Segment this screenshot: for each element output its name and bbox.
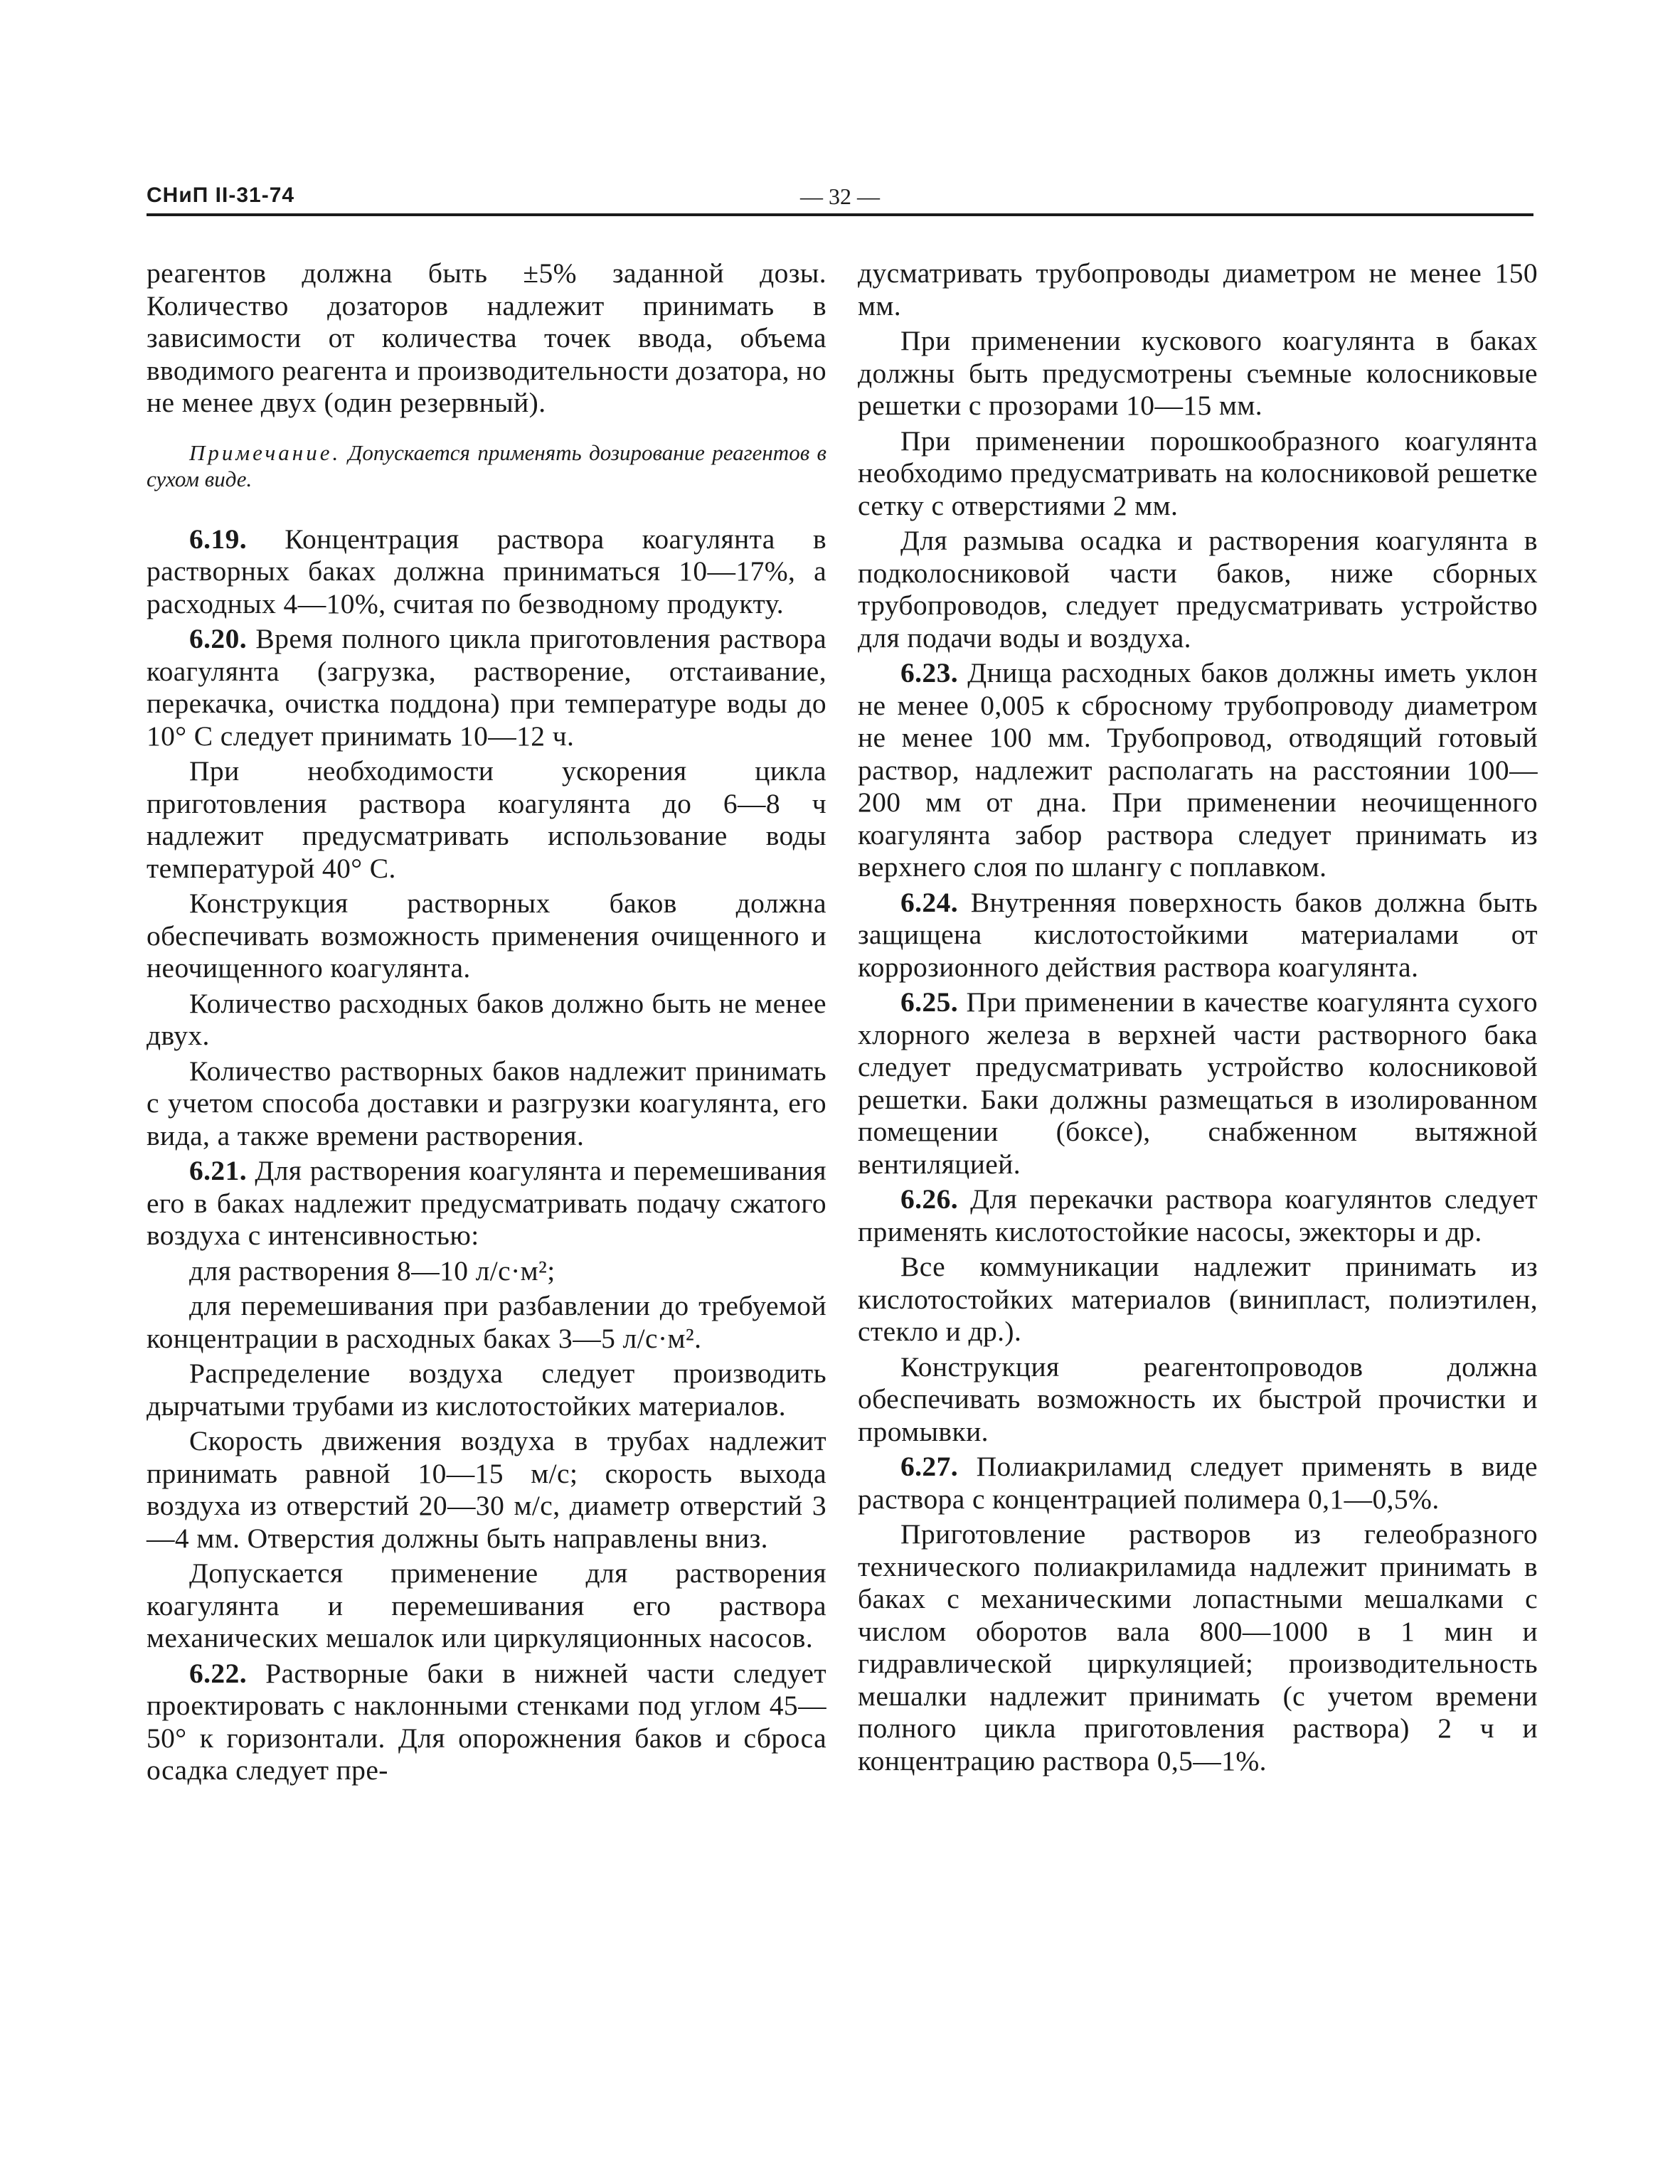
paragraph: дусматривать трубопроводы диаметром не менее 150 мм.	[858, 257, 1538, 321]
page-number: — 32 —	[800, 183, 880, 209]
note-label: Примечание.	[189, 440, 341, 465]
paragraph: Все коммуникации надлежит принимать из кислотостойких материалов (винипласт, полиэтилен, стекло и др.).	[858, 1251, 1538, 1347]
paragraph: Распределение воздуха следует производить дырчатыми трубами из кислотостойких материалов.	[147, 1358, 826, 1422]
section-text: Днища расходных баков должны иметь уклон не менее 0,005 к сбросному трубопроводу диаметром не менее 100 мм. Трубопровод, отводящий готовый раствор, надлежит располагать на расстоянии 100—200 мм от дна. При применении неочищенного коагулянта забор раствора следует принимать из верхнего слоя по шлангу с поплавком.	[858, 657, 1538, 883]
paragraph: При применении порошкообразного коагулянта необходимо предусматривать на колосниковой решетке сетку с отверстиями 2 мм.	[858, 425, 1538, 521]
paragraph: Скорость движения воздуха в трубах надлежит принимать равной 10—15 м/с; скорость выхода воздуха из отверстий 20—30 м/с, диаметр отверстий 3—4 мм. Отверстия должны быть направлены вниз.	[147, 1425, 826, 1554]
section-6-24	[858, 887, 1538, 984]
section-number: 6.27.	[900, 1451, 958, 1482]
section-text: Растворные баки в нижней части следует проектировать с наклонными стенками под углом 45—50° к горизонтали. Для опорожнения баков и сброса осадка следует пре-	[147, 1657, 826, 1786]
paragraph: Допускается применение для растворения коагулянта и перемешивания его раствора механических мешалок или циркуляционных насосов.	[147, 1557, 826, 1653]
right-column	[858, 257, 1538, 1780]
paragraph: Конструкция реагентопроводов должна обеспечивать возможность их быстрой прочистки и промывки.	[858, 1351, 1538, 1447]
paragraph: для перемешивания при разбавлении до требуемой концентрации в расходных баках 3—5 л/с·м².	[147, 1290, 826, 1354]
section-text: При применении в качестве коагулянта сухого хлорного железа в верхней части растворного бака следует предусматривать устройство колосниковой решетки. Баки должны размещаться в изолированном помещении (боксе), снабженном вытяжной вентиляцией.	[858, 986, 1538, 1180]
paragraph: Количество расходных баков должно быть не менее двух.	[147, 987, 826, 1051]
section-number: 6.22.	[189, 1657, 247, 1689]
paragraph: реагентов должна быть ±5% заданной дозы. Количество дозаторов надлежит принимать в зависимости от количества точек ввода, объема вводимого реагента и производительности дозатора, но не менее двух (один резервный).	[147, 257, 826, 418]
section-text: Внутренняя поверхность баков должна быть защищена кислотостойкими материалами от коррозионного действия раствора коагулянта.	[858, 886, 1538, 983]
section-number: 6.24.	[900, 886, 958, 918]
header-rule	[147, 213, 1533, 216]
section-6-25	[858, 986, 1538, 1181]
section-number: 6.23.	[900, 657, 958, 688]
section-6-27	[858, 1451, 1538, 1516]
section-number: 6.19.	[189, 523, 247, 555]
section-text: Полиакриламид следует применять в виде раствора с концентрацией полимера 0,1—0,5%.	[858, 1451, 1538, 1515]
paragraph: для растворения 8—10 л/с·м²;	[189, 1255, 555, 1287]
left-column	[147, 257, 826, 1790]
section-6-23	[858, 657, 1538, 884]
note	[147, 440, 826, 492]
section-6-26	[858, 1183, 1538, 1248]
paragraph: Конструкция растворных баков должна обеспечивать возможность применения очищенного и неочищенного коагулянта.	[147, 888, 826, 984]
section-number: 6.21.	[189, 1155, 247, 1186]
section-number: 6.25.	[900, 986, 958, 1018]
section-6-20	[147, 623, 826, 752]
section-6-21	[147, 1155, 826, 1252]
paragraph: При необходимости ускорения цикла приготовления раствора коагулянта до 6—8 ч надлежит предусматривать использование воды температурой 40° С.	[147, 755, 826, 884]
section-6-22	[147, 1658, 826, 1787]
section-number: 6.20.	[189, 623, 247, 654]
section-6-19	[147, 523, 826, 621]
section-text: Для перекачки раствора коагулянтов следует применять кислотостойкие насосы, эжекторы и др.	[858, 1183, 1538, 1247]
section-number: 6.26.	[900, 1183, 958, 1215]
note-text: Допускается применять дозирование реагентов в сухом виде.	[147, 440, 826, 491]
section-text: Концентрация раствора коагулянта в растворных баках должна приниматься 10—17%, а расходных 4—10%, считая по безводному продукту.	[147, 523, 826, 619]
section-text: Время полного цикла приготовления раствора коагулянта (загрузка, растворение, отстаивание, перекачка, очистка поддона) при температуре воды до 10° С следует принимать 10—12 ч.	[147, 623, 826, 752]
paragraph: Для размыва осадка и растворения коагулянта в подколосниковой части баков, ниже сборных трубопроводов, следует предусматривать устройство для подачи воды и воздуха.	[858, 525, 1538, 654]
paragraph: При применении кускового коагулянта в баках должны быть предусмотрены съемные колосниковые решетки с прозорами 10—15 мм.	[858, 325, 1538, 421]
document-code: СНиП II-31-74	[147, 183, 295, 207]
paragraph: Приготовление растворов из гелеобразного технического полиакриламида надлежит принимать в баках с механическими лопастными мешалками с числом оборотов вала 800—1000 в 1 мин и гидравлической циркуляцией; производительность мешалки надлежит принимать (с учетом времени полного цикла приготовления раствора) 2 ч и концентрацию раствора 0,5—1%.	[858, 1518, 1538, 1777]
paragraph: Количество растворных баков надлежит принимать с учетом способа доставки и разгрузки коагулянта, его вида, а также времени растворения.	[147, 1055, 826, 1151]
section-text: Для растворения коагулянта и перемешивания его в баках надлежит предусматривать подачу сжатого воздуха с интенсивностью:	[147, 1155, 826, 1251]
